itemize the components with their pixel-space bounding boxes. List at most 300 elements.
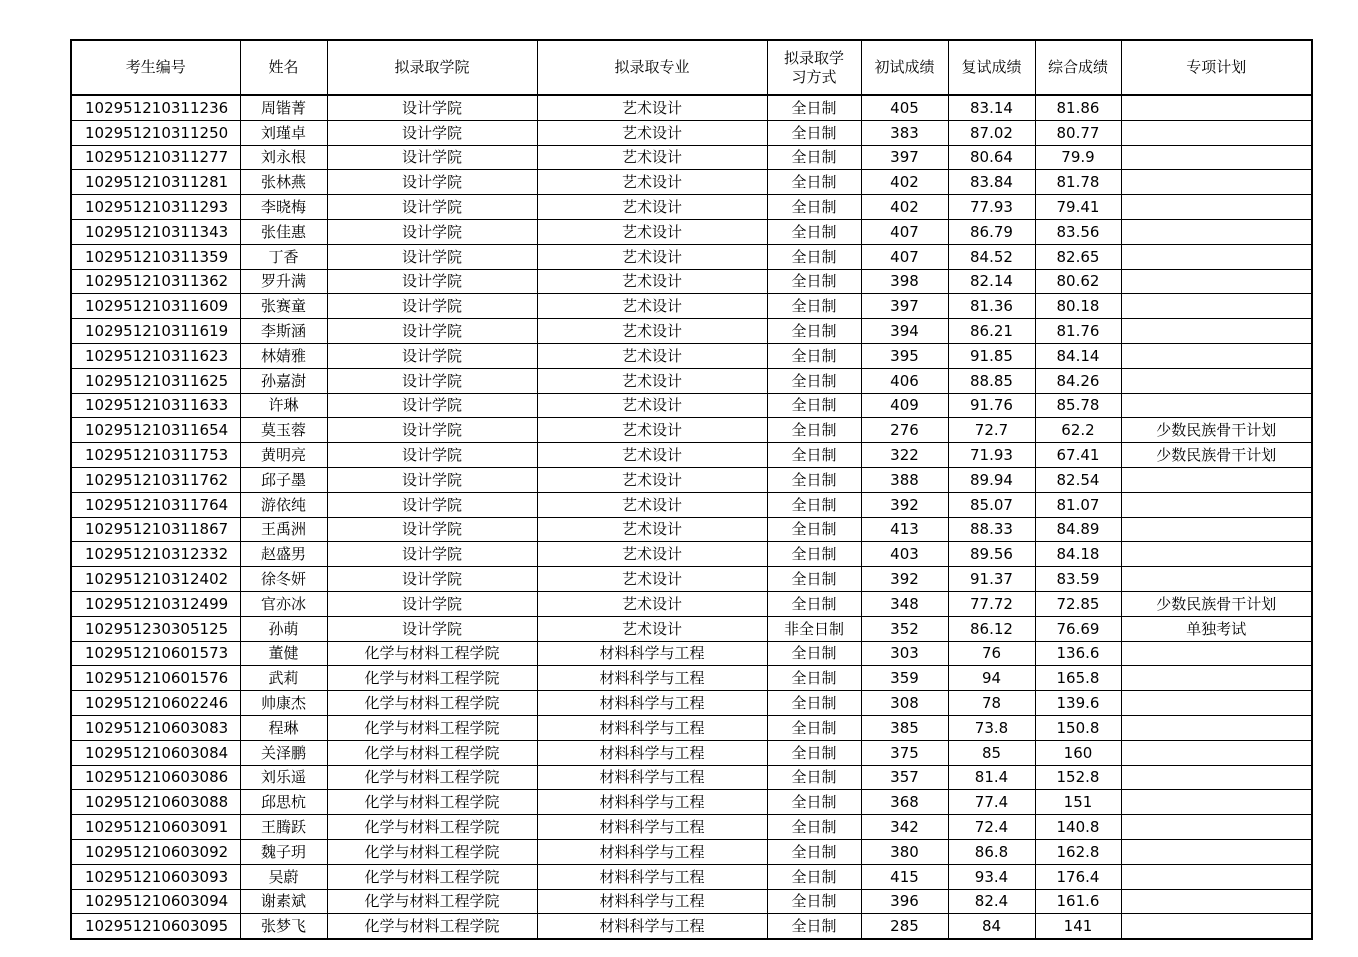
retest-score-cell: 93.4 xyxy=(948,864,1035,889)
exam-id-cell: 102951210601576 xyxy=(71,666,240,691)
study-mode-cell: 全日制 xyxy=(767,889,861,914)
name-cell: 李斯涵 xyxy=(240,319,327,344)
initial-score-cell: 368 xyxy=(861,790,948,815)
initial-score-cell: 388 xyxy=(861,467,948,492)
table-row xyxy=(71,765,1312,790)
name-cell: 魏子玥 xyxy=(240,839,327,864)
college-cell: 化学与材料工程学院 xyxy=(327,815,537,840)
initial-score-cell: 322 xyxy=(861,443,948,468)
major-cell: 艺术设计 xyxy=(537,591,767,616)
initial-score-cell: 383 xyxy=(861,120,948,145)
name-cell: 周锴菁 xyxy=(240,95,327,120)
retest-score-cell: 82.4 xyxy=(948,889,1035,914)
retest-score-cell: 88.33 xyxy=(948,517,1035,542)
total-score-cell: 83.56 xyxy=(1035,219,1121,244)
initial-score-cell: 403 xyxy=(861,542,948,567)
retest-score-cell: 78 xyxy=(948,691,1035,716)
header-name: 姓名 xyxy=(240,40,327,95)
study-mode-cell: 全日制 xyxy=(767,765,861,790)
exam-id-cell: 102951210603084 xyxy=(71,740,240,765)
exam-id-cell: 102951210311293 xyxy=(71,195,240,220)
study-mode-cell: 全日制 xyxy=(767,864,861,889)
table-row xyxy=(71,219,1312,244)
special-plan-cell xyxy=(1121,492,1312,517)
initial-score-cell: 285 xyxy=(861,914,948,939)
study-mode-cell: 全日制 xyxy=(767,641,861,666)
initial-score-cell: 415 xyxy=(861,864,948,889)
retest-score-cell: 83.14 xyxy=(948,95,1035,120)
major-cell: 艺术设计 xyxy=(537,343,767,368)
special-plan-cell xyxy=(1121,145,1312,170)
major-cell: 艺术设计 xyxy=(537,542,767,567)
initial-score-cell: 398 xyxy=(861,269,948,294)
name-cell: 黄明亮 xyxy=(240,443,327,468)
major-cell: 艺术设计 xyxy=(537,492,767,517)
initial-score-cell: 402 xyxy=(861,195,948,220)
major-cell: 艺术设计 xyxy=(537,368,767,393)
name-cell: 武莉 xyxy=(240,666,327,691)
exam-id-cell: 102951210312402 xyxy=(71,567,240,592)
special-plan-cell xyxy=(1121,467,1312,492)
total-score-cell: 80.18 xyxy=(1035,294,1121,319)
total-score-cell: 176.4 xyxy=(1035,864,1121,889)
retest-score-cell: 84.52 xyxy=(948,244,1035,269)
special-plan-cell xyxy=(1121,790,1312,815)
table-row xyxy=(71,492,1312,517)
study-mode-cell: 全日制 xyxy=(767,170,861,195)
college-cell: 设计学院 xyxy=(327,368,537,393)
special-plan-cell xyxy=(1121,567,1312,592)
special-plan-cell xyxy=(1121,691,1312,716)
special-plan-cell xyxy=(1121,120,1312,145)
table-row xyxy=(71,715,1312,740)
exam-id-cell: 102951210603088 xyxy=(71,790,240,815)
exam-id-cell: 102951210311753 xyxy=(71,443,240,468)
exam-id-cell: 102951210311250 xyxy=(71,120,240,145)
college-cell: 设计学院 xyxy=(327,95,537,120)
retest-score-cell: 94 xyxy=(948,666,1035,691)
college-cell: 化学与材料工程学院 xyxy=(327,666,537,691)
college-cell: 设计学院 xyxy=(327,567,537,592)
study-mode-cell: 全日制 xyxy=(767,269,861,294)
study-mode-cell: 全日制 xyxy=(767,120,861,145)
retest-score-cell: 88.85 xyxy=(948,368,1035,393)
exam-id-cell: 102951210311762 xyxy=(71,467,240,492)
table-row xyxy=(71,616,1312,641)
exam-id-cell: 102951210603091 xyxy=(71,815,240,840)
initial-score-cell: 395 xyxy=(861,343,948,368)
initial-score-cell: 392 xyxy=(861,492,948,517)
table-row xyxy=(71,195,1312,220)
major-cell: 材料科学与工程 xyxy=(537,889,767,914)
exam-id-cell: 102951230305125 xyxy=(71,616,240,641)
total-score-cell: 80.62 xyxy=(1035,269,1121,294)
table-body xyxy=(71,95,1312,939)
study-mode-cell: 全日制 xyxy=(767,195,861,220)
college-cell: 设计学院 xyxy=(327,195,537,220)
admission-table xyxy=(70,39,1313,940)
special-plan-cell xyxy=(1121,839,1312,864)
table-row xyxy=(71,790,1312,815)
retest-score-cell: 81.36 xyxy=(948,294,1035,319)
name-cell: 吴蔚 xyxy=(240,864,327,889)
exam-id-cell: 102951210311343 xyxy=(71,219,240,244)
special-plan-cell xyxy=(1121,815,1312,840)
study-mode-cell: 全日制 xyxy=(767,294,861,319)
major-cell: 艺术设计 xyxy=(537,219,767,244)
name-cell: 孙萌 xyxy=(240,616,327,641)
name-cell: 孙嘉澍 xyxy=(240,368,327,393)
study-mode-cell: 全日制 xyxy=(767,691,861,716)
retest-score-cell: 83.84 xyxy=(948,170,1035,195)
special-plan-cell xyxy=(1121,170,1312,195)
table-row xyxy=(71,418,1312,443)
college-cell: 化学与材料工程学院 xyxy=(327,790,537,815)
total-score-cell: 84.14 xyxy=(1035,343,1121,368)
total-score-cell: 139.6 xyxy=(1035,691,1121,716)
table-row xyxy=(71,864,1312,889)
header-initial-score: 初试成绩 xyxy=(861,40,948,95)
study-mode-cell: 全日制 xyxy=(767,914,861,939)
special-plan-cell xyxy=(1121,740,1312,765)
table-row xyxy=(71,740,1312,765)
major-cell: 艺术设计 xyxy=(537,95,767,120)
total-score-cell: 84.89 xyxy=(1035,517,1121,542)
college-cell: 化学与材料工程学院 xyxy=(327,889,537,914)
study-mode-cell: 全日制 xyxy=(767,567,861,592)
total-score-cell: 76.69 xyxy=(1035,616,1121,641)
study-mode-cell: 全日制 xyxy=(767,418,861,443)
special-plan-cell: 少数民族骨干计划 xyxy=(1121,591,1312,616)
special-plan-cell xyxy=(1121,914,1312,939)
initial-score-cell: 394 xyxy=(861,319,948,344)
study-mode-cell: 全日制 xyxy=(767,343,861,368)
total-score-cell: 82.65 xyxy=(1035,244,1121,269)
name-cell: 王禹洲 xyxy=(240,517,327,542)
total-score-cell: 165.8 xyxy=(1035,666,1121,691)
initial-score-cell: 359 xyxy=(861,666,948,691)
retest-score-cell: 73.8 xyxy=(948,715,1035,740)
special-plan-cell xyxy=(1121,368,1312,393)
total-score-cell: 136.6 xyxy=(1035,641,1121,666)
name-cell: 游依纯 xyxy=(240,492,327,517)
special-plan-cell xyxy=(1121,542,1312,567)
total-score-cell: 79.9 xyxy=(1035,145,1121,170)
table-row xyxy=(71,815,1312,840)
retest-score-cell: 76 xyxy=(948,641,1035,666)
header-exam-id: 考生编号 xyxy=(71,40,240,95)
major-cell: 材料科学与工程 xyxy=(537,740,767,765)
college-cell: 设计学院 xyxy=(327,244,537,269)
name-cell: 帅康杰 xyxy=(240,691,327,716)
retest-score-cell: 81.4 xyxy=(948,765,1035,790)
exam-id-cell: 102951210311633 xyxy=(71,393,240,418)
exam-id-cell: 102951210312499 xyxy=(71,591,240,616)
major-cell: 艺术设计 xyxy=(537,517,767,542)
total-score-cell: 141 xyxy=(1035,914,1121,939)
name-cell: 邱思杭 xyxy=(240,790,327,815)
initial-score-cell: 276 xyxy=(861,418,948,443)
header-special-plan: 专项计划 xyxy=(1121,40,1312,95)
exam-id-cell: 102951210311619 xyxy=(71,319,240,344)
special-plan-cell xyxy=(1121,641,1312,666)
major-cell: 艺术设计 xyxy=(537,195,767,220)
study-mode-cell: 全日制 xyxy=(767,790,861,815)
college-cell: 设计学院 xyxy=(327,170,537,195)
special-plan-cell xyxy=(1121,343,1312,368)
retest-score-cell: 77.72 xyxy=(948,591,1035,616)
retest-score-cell: 87.02 xyxy=(948,120,1035,145)
college-cell: 化学与材料工程学院 xyxy=(327,715,537,740)
initial-score-cell: 380 xyxy=(861,839,948,864)
special-plan-cell xyxy=(1121,244,1312,269)
retest-score-cell: 86.21 xyxy=(948,319,1035,344)
exam-id-cell: 102951210311764 xyxy=(71,492,240,517)
study-mode-cell: 全日制 xyxy=(767,542,861,567)
major-cell: 艺术设计 xyxy=(537,145,767,170)
name-cell: 刘乐遥 xyxy=(240,765,327,790)
study-mode-cell: 全日制 xyxy=(767,393,861,418)
major-cell: 材料科学与工程 xyxy=(537,765,767,790)
table-row xyxy=(71,95,1312,120)
study-mode-cell: 非全日制 xyxy=(767,616,861,641)
name-cell: 罗升满 xyxy=(240,269,327,294)
initial-score-cell: 308 xyxy=(861,691,948,716)
name-cell: 莫玉蓉 xyxy=(240,418,327,443)
major-cell: 艺术设计 xyxy=(537,319,767,344)
study-mode-cell: 全日制 xyxy=(767,740,861,765)
major-cell: 艺术设计 xyxy=(537,393,767,418)
initial-score-cell: 396 xyxy=(861,889,948,914)
initial-score-cell: 357 xyxy=(861,765,948,790)
total-score-cell: 85.78 xyxy=(1035,393,1121,418)
table-row xyxy=(71,145,1312,170)
total-score-cell: 160 xyxy=(1035,740,1121,765)
name-cell: 张林燕 xyxy=(240,170,327,195)
major-cell: 艺术设计 xyxy=(537,443,767,468)
table-row xyxy=(71,393,1312,418)
retest-score-cell: 82.14 xyxy=(948,269,1035,294)
major-cell: 材料科学与工程 xyxy=(537,914,767,939)
major-cell: 艺术设计 xyxy=(537,294,767,319)
total-score-cell: 162.8 xyxy=(1035,839,1121,864)
major-cell: 艺术设计 xyxy=(537,170,767,195)
major-cell: 材料科学与工程 xyxy=(537,666,767,691)
retest-score-cell: 91.37 xyxy=(948,567,1035,592)
total-score-cell: 151 xyxy=(1035,790,1121,815)
special-plan-cell xyxy=(1121,219,1312,244)
special-plan-cell: 少数民族骨干计划 xyxy=(1121,418,1312,443)
retest-score-cell: 85.07 xyxy=(948,492,1035,517)
college-cell: 设计学院 xyxy=(327,343,537,368)
name-cell: 徐冬妍 xyxy=(240,567,327,592)
retest-score-cell: 71.93 xyxy=(948,443,1035,468)
special-plan-cell: 少数民族骨干计划 xyxy=(1121,443,1312,468)
major-cell: 艺术设计 xyxy=(537,418,767,443)
initial-score-cell: 402 xyxy=(861,170,948,195)
header-college: 拟录取学院 xyxy=(327,40,537,95)
major-cell: 材料科学与工程 xyxy=(537,691,767,716)
table-row xyxy=(71,343,1312,368)
study-mode-cell: 全日制 xyxy=(767,145,861,170)
name-cell: 丁香 xyxy=(240,244,327,269)
header-row xyxy=(71,40,1312,95)
table-row xyxy=(71,294,1312,319)
exam-id-cell: 102951210603095 xyxy=(71,914,240,939)
name-cell: 王腾跃 xyxy=(240,815,327,840)
college-cell: 设计学院 xyxy=(327,591,537,616)
exam-id-cell: 102951210603094 xyxy=(71,889,240,914)
exam-id-cell: 102951210601573 xyxy=(71,641,240,666)
retest-score-cell: 86.79 xyxy=(948,219,1035,244)
initial-score-cell: 406 xyxy=(861,368,948,393)
table-row xyxy=(71,120,1312,145)
college-cell: 设计学院 xyxy=(327,393,537,418)
retest-score-cell: 89.56 xyxy=(948,542,1035,567)
initial-score-cell: 409 xyxy=(861,393,948,418)
college-cell: 设计学院 xyxy=(327,269,537,294)
total-score-cell: 140.8 xyxy=(1035,815,1121,840)
college-cell: 设计学院 xyxy=(327,542,537,567)
exam-id-cell: 102951210603083 xyxy=(71,715,240,740)
table-row xyxy=(71,889,1312,914)
name-cell: 谢素斌 xyxy=(240,889,327,914)
special-plan-cell xyxy=(1121,393,1312,418)
exam-id-cell: 102951210603086 xyxy=(71,765,240,790)
college-cell: 设计学院 xyxy=(327,219,537,244)
college-cell: 化学与材料工程学院 xyxy=(327,864,537,889)
study-mode-cell: 全日制 xyxy=(767,517,861,542)
table-row xyxy=(71,244,1312,269)
table-header xyxy=(71,40,1312,95)
total-score-cell: 84.26 xyxy=(1035,368,1121,393)
major-cell: 材料科学与工程 xyxy=(537,641,767,666)
special-plan-cell xyxy=(1121,195,1312,220)
college-cell: 设计学院 xyxy=(327,492,537,517)
college-cell: 化学与材料工程学院 xyxy=(327,740,537,765)
special-plan-cell: 单独考试 xyxy=(1121,616,1312,641)
initial-score-cell: 407 xyxy=(861,219,948,244)
exam-id-cell: 102951210312332 xyxy=(71,542,240,567)
study-mode-cell: 全日制 xyxy=(767,715,861,740)
college-cell: 设计学院 xyxy=(327,443,537,468)
major-cell: 材料科学与工程 xyxy=(537,715,767,740)
major-cell: 材料科学与工程 xyxy=(537,864,767,889)
major-cell: 艺术设计 xyxy=(537,120,767,145)
special-plan-cell xyxy=(1121,269,1312,294)
college-cell: 设计学院 xyxy=(327,517,537,542)
retest-score-cell: 91.76 xyxy=(948,393,1035,418)
total-score-cell: 84.18 xyxy=(1035,542,1121,567)
table-row xyxy=(71,443,1312,468)
exam-id-cell: 102951210311623 xyxy=(71,343,240,368)
study-mode-cell: 全日制 xyxy=(767,244,861,269)
major-cell: 艺术设计 xyxy=(537,616,767,641)
name-cell: 官亦冰 xyxy=(240,591,327,616)
name-cell: 张梦飞 xyxy=(240,914,327,939)
major-cell: 艺术设计 xyxy=(537,269,767,294)
college-cell: 设计学院 xyxy=(327,120,537,145)
initial-score-cell: 413 xyxy=(861,517,948,542)
exam-id-cell: 102951210311236 xyxy=(71,95,240,120)
special-plan-cell xyxy=(1121,294,1312,319)
table-row xyxy=(71,567,1312,592)
total-score-cell: 79.41 xyxy=(1035,195,1121,220)
name-cell: 邱子墨 xyxy=(240,467,327,492)
total-score-cell: 82.54 xyxy=(1035,467,1121,492)
retest-score-cell: 77.93 xyxy=(948,195,1035,220)
total-score-cell: 81.76 xyxy=(1035,319,1121,344)
name-cell: 关泽鹏 xyxy=(240,740,327,765)
major-cell: 材料科学与工程 xyxy=(537,839,767,864)
special-plan-cell xyxy=(1121,715,1312,740)
study-mode-cell: 全日制 xyxy=(767,467,861,492)
exam-id-cell: 102951210603092 xyxy=(71,839,240,864)
initial-score-cell: 375 xyxy=(861,740,948,765)
retest-score-cell: 86.12 xyxy=(948,616,1035,641)
initial-score-cell: 397 xyxy=(861,145,948,170)
retest-score-cell: 91.85 xyxy=(948,343,1035,368)
total-score-cell: 150.8 xyxy=(1035,715,1121,740)
name-cell: 张赛童 xyxy=(240,294,327,319)
college-cell: 化学与材料工程学院 xyxy=(327,641,537,666)
exam-id-cell: 102951210311867 xyxy=(71,517,240,542)
college-cell: 设计学院 xyxy=(327,145,537,170)
total-score-cell: 152.8 xyxy=(1035,765,1121,790)
exam-id-cell: 102951210311359 xyxy=(71,244,240,269)
table-row xyxy=(71,691,1312,716)
table-row xyxy=(71,839,1312,864)
retest-score-cell: 84 xyxy=(948,914,1035,939)
initial-score-cell: 303 xyxy=(861,641,948,666)
initial-score-cell: 405 xyxy=(861,95,948,120)
major-cell: 材料科学与工程 xyxy=(537,815,767,840)
table-row xyxy=(71,517,1312,542)
exam-id-cell: 102951210311277 xyxy=(71,145,240,170)
name-cell: 李晓梅 xyxy=(240,195,327,220)
total-score-cell: 81.78 xyxy=(1035,170,1121,195)
table-row xyxy=(71,591,1312,616)
table-row xyxy=(71,641,1312,666)
college-cell: 设计学院 xyxy=(327,294,537,319)
exam-id-cell: 102951210603093 xyxy=(71,864,240,889)
exam-id-cell: 102951210602246 xyxy=(71,691,240,716)
header-major: 拟录取专业 xyxy=(537,40,767,95)
name-cell: 赵盛男 xyxy=(240,542,327,567)
table-row xyxy=(71,170,1312,195)
initial-score-cell: 352 xyxy=(861,616,948,641)
exam-id-cell: 102951210311625 xyxy=(71,368,240,393)
exam-id-cell: 102951210311281 xyxy=(71,170,240,195)
major-cell: 艺术设计 xyxy=(537,467,767,492)
total-score-cell: 80.77 xyxy=(1035,120,1121,145)
total-score-cell: 161.6 xyxy=(1035,889,1121,914)
retest-score-cell: 80.64 xyxy=(948,145,1035,170)
college-cell: 设计学院 xyxy=(327,467,537,492)
exam-id-cell: 102951210311362 xyxy=(71,269,240,294)
name-cell: 刘永根 xyxy=(240,145,327,170)
study-mode-cell: 全日制 xyxy=(767,492,861,517)
total-score-cell: 81.86 xyxy=(1035,95,1121,120)
college-cell: 设计学院 xyxy=(327,616,537,641)
major-cell: 艺术设计 xyxy=(537,244,767,269)
study-mode-cell: 全日制 xyxy=(767,95,861,120)
exam-id-cell: 102951210311654 xyxy=(71,418,240,443)
retest-score-cell: 85 xyxy=(948,740,1035,765)
college-cell: 设计学院 xyxy=(327,319,537,344)
table-row xyxy=(71,914,1312,939)
major-cell: 材料科学与工程 xyxy=(537,790,767,815)
